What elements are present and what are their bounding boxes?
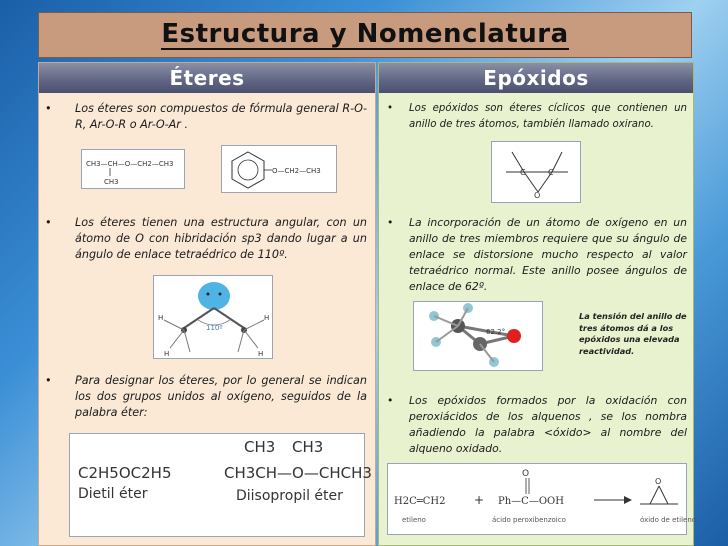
reactant-peracid: Ph—C—OOH	[498, 496, 564, 507]
svg-text:O: O	[522, 469, 530, 479]
eteres-bullet-2: • Los éteres tienen una estructura angular, con un átomo de O con hibridación sp3 dando lugar a un ángulo de enlace tetraédrico de 110º.	[45, 216, 367, 261]
svg-text:H: H	[258, 350, 264, 358]
svg-text:C: C	[520, 168, 526, 177]
eteres-bullet-2-text: Los éteres tienen una estructura angular, con un átomo de O con hibridación sp3 dando lugar a un ángulo de enlace tetraédrico de 110º.	[75, 216, 367, 261]
epoxidos-bullet-2-text: La incorporación de un átomo de oxígeno en un anillo de tres miembros requiere que su ángulo de enlace se distorsione mucho respecto al valor tetraédrico normal. Este anillo posee ángulos de enlace de 62º.	[409, 216, 687, 293]
page-title: Estructura y Nomenclatura	[161, 19, 569, 49]
name-dietil: Dietil éter	[78, 486, 148, 502]
title-bar	[38, 12, 692, 58]
reaction-svg	[388, 464, 697, 536]
eteres-column	[38, 62, 376, 546]
epoxidos-bullet-3: • Los epóxidos formados por la oxidación con peroxiácidos de los alquenos , se los nombra añadiendo la palabra <óxido> al nombre del alqueno oxidado.	[387, 394, 687, 455]
ether-angle-svg	[154, 276, 274, 360]
ether-chain-svg	[82, 150, 186, 190]
epoxidos-heading-bar	[379, 63, 693, 93]
epoxidos-bullet-1: • Los epóxidos son éteres cíclicos que contienen un anillo de tres átomos, también llamado oxirano.	[387, 103, 687, 130]
ether-angle-label: 110º	[206, 324, 223, 332]
svg-text:O: O	[655, 477, 662, 486]
svg-text:CH3: CH3	[104, 178, 119, 186]
epoxidation-reaction	[387, 463, 697, 535]
epoxide-angle-svg	[414, 302, 544, 372]
phenyl-ether-svg	[222, 146, 338, 194]
tension-note: La tensión del anillo de tres átomos dá a los epóxidos una elevada reactividad.	[579, 311, 687, 356]
epoxidos-bullet-3-text: Los epóxidos formados por la oxidación con peroxiácidos de los alquenos , se los nombra añadiendo la palabra <óxido> al nombre del alqueno oxidado.	[409, 394, 687, 455]
epoxide-angle-model	[413, 301, 543, 371]
eteres-heading: Éteres	[169, 66, 245, 90]
struct-ch3-a: CH3	[244, 438, 276, 456]
svg-text:H: H	[164, 350, 170, 358]
eteres-bullet-3: • Para designar los éteres, por lo general se indican los dos grupos unidos al oxígeno, seguidos de la palabra éter:	[45, 374, 367, 419]
reactant-ethylene: H2C═CH2	[394, 496, 446, 507]
svg-text:O—CH2—CH3: O—CH2—CH3	[272, 167, 321, 175]
name-diisopropil: Diisopropil éter	[236, 488, 343, 504]
epoxidos-bullet-1-text: Los epóxidos son éteres cíclicos que contienen un anillo de tres átomos, también llamado oxirano.	[409, 103, 687, 130]
epoxidos-column	[378, 62, 697, 546]
ether-names-box	[69, 433, 372, 537]
svg-text:H: H	[158, 314, 164, 322]
oxirane-svg	[492, 142, 582, 204]
formula-dietil: C2H5OC2H5	[78, 464, 172, 482]
ether-angle-model	[153, 275, 273, 359]
eteres-bullet-3-text: Para designar los éteres, por lo general se indican los dos grupos unidos al oxígeno, seguidos de la palabra éter:	[75, 374, 367, 419]
eteres-heading-bar	[39, 63, 375, 93]
epoxidos-heading: Epóxidos	[483, 66, 589, 90]
svg-text:H: H	[264, 314, 270, 322]
label-ethylene-oxide: óxido de etileno	[640, 516, 697, 524]
oxirane-structure	[491, 141, 581, 203]
epoxidos-bullet-2: • La incorporación de un átomo de oxígeno en un anillo de tres miembros requiere que su ángulo de enlace se distorsione mucho respecto al valor tetraédrico normal. Este anillo posee ángulos de enlace de 62º.	[387, 216, 687, 293]
label-peracid: ácido peroxibenzoico	[492, 516, 566, 524]
ether-chain-structure	[81, 149, 185, 189]
slide	[24, 8, 704, 546]
svg-text:O: O	[534, 191, 541, 200]
epoxide-angle-label: 62.2°	[486, 328, 506, 336]
eteres-bullet-1: • Los éteres son compuestos de fórmula general R-O-R, Ar-O-R o Ar-O-Ar .	[45, 102, 367, 131]
phenyl-ether-structure	[221, 145, 337, 193]
struct-diisopropil: CH3CH—O—CHCH3	[224, 464, 372, 482]
label-ethylene: etileno	[402, 516, 426, 524]
plus-sign: +	[474, 493, 485, 507]
struct-ch3-b: CH3	[292, 438, 324, 456]
svg-text:CH3—CH—O—CH2—CH3: CH3—CH—O—CH2—CH3	[86, 160, 174, 168]
svg-text:C: C	[548, 168, 554, 177]
eteres-bullet-1-text: Los éteres son compuestos de fórmula general R-O-R, Ar-O-R o Ar-O-Ar .	[75, 102, 367, 131]
